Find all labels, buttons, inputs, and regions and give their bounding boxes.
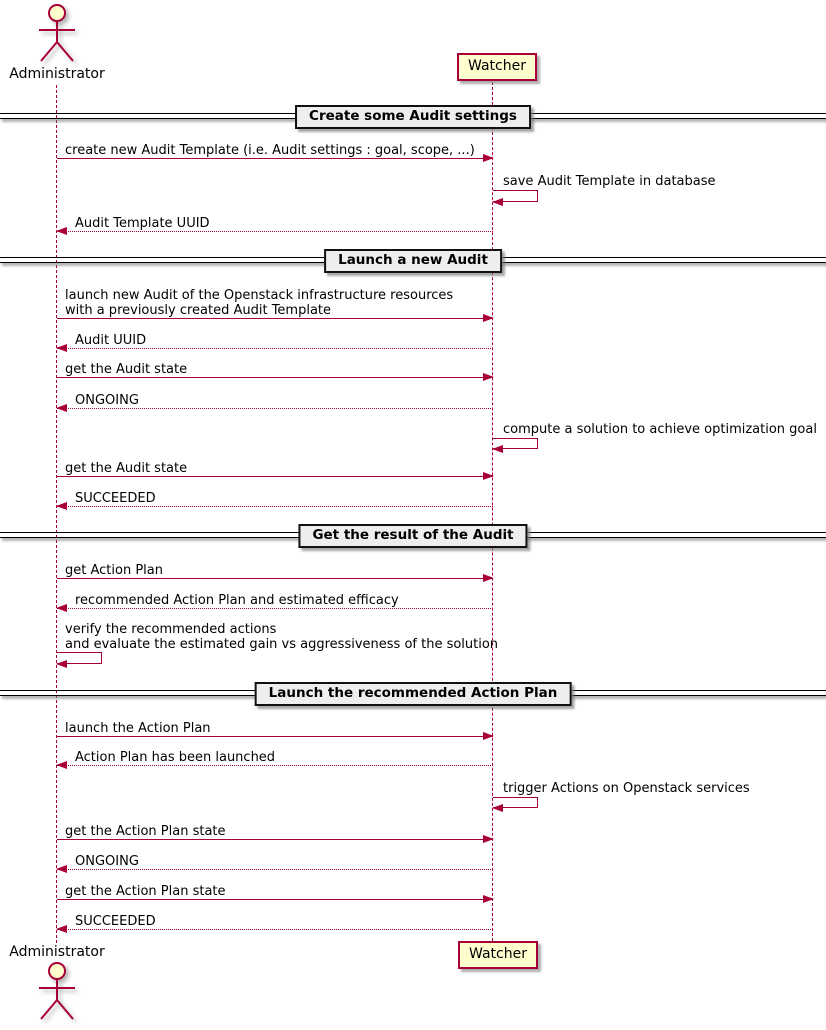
arrowhead-left-icon: [56, 502, 67, 510]
arrowhead-left-icon: [492, 445, 503, 453]
message-arrow-return: [57, 408, 493, 409]
arrowhead-left-icon: [56, 660, 67, 668]
lifeline-watcher: [492, 82, 493, 941]
message-arrow-return: [57, 348, 493, 349]
divider-get-result-of-audit: [0, 524, 826, 546]
message-arrow-solid: [57, 736, 493, 737]
message-label: SUCCEEDED: [75, 914, 156, 929]
arrowhead-left-icon: [492, 804, 503, 812]
message-arrow-solid: [57, 899, 493, 900]
divider-label: Launch the recommended Action Plan: [255, 682, 572, 706]
message-label: launch new Audit of the Openstack infrastructure resources: [65, 288, 454, 303]
divider-label: Create some Audit settings: [295, 105, 531, 129]
arrowhead-right-icon: [483, 373, 494, 381]
message-arrow-return: [57, 506, 493, 507]
message-arrow-return: [57, 929, 493, 930]
message-arrow-solid: [57, 377, 493, 378]
arrowhead-right-icon: [483, 154, 494, 162]
message-label: create new Audit Template (i.e. Audit settings : goal, scope, ...): [65, 143, 475, 158]
message-label: Action Plan has been launched: [75, 750, 276, 765]
lifeline-administrator: [56, 85, 57, 943]
self-message-loop: [493, 438, 538, 449]
self-message-loop: [493, 797, 538, 808]
arrowhead-left-icon: [492, 198, 503, 206]
message-label: recommended Action Plan and estimated efficacy: [75, 593, 399, 608]
message-label: Audit Template UUID: [75, 216, 210, 231]
message-label: and evaluate the estimated gain vs aggressiveness of the solution: [65, 637, 499, 652]
self-message-loop: [57, 652, 102, 664]
message-label: compute a solution to achieve optimization goal: [503, 422, 817, 437]
self-message-loop: [493, 190, 538, 202]
message-label: ONGOING: [75, 393, 139, 408]
participant-watcher-top: Watcher: [457, 53, 537, 81]
message-label: launch the Action Plan: [65, 721, 211, 736]
arrowhead-right-icon: [483, 835, 494, 843]
message-label: SUCCEEDED: [75, 491, 156, 506]
divider-launch-new-audit: [0, 249, 826, 271]
arrowhead-left-icon: [56, 865, 67, 873]
message-label: trigger Actions on Openstack services: [503, 781, 750, 796]
participant-watcher-bottom: Watcher: [458, 941, 538, 969]
message-arrow-return: [57, 869, 493, 870]
arrowhead-left-icon: [56, 761, 67, 769]
administrator-actor-icon: [33, 3, 81, 63]
message-arrow-return: [57, 608, 493, 609]
message-label: save Audit Template in database: [503, 174, 716, 189]
message-arrow-return: [57, 231, 493, 232]
message-label: get the Audit state: [65, 461, 188, 476]
administrator-name-top: Administrator: [9, 66, 105, 82]
message-label: get the Action Plan state: [65, 884, 226, 899]
administrator-name-bottom: Administrator: [9, 944, 105, 960]
arrowhead-right-icon: [483, 732, 494, 740]
message-label: get the Audit state: [65, 362, 188, 377]
divider-launch-recommended-action-plan: [0, 682, 826, 704]
arrowhead-right-icon: [483, 574, 494, 582]
message-arrow-solid: [57, 318, 493, 319]
arrowhead-left-icon: [56, 227, 67, 235]
arrowhead-right-icon: [483, 314, 494, 322]
arrowhead-left-icon: [56, 604, 67, 612]
message-arrow-solid: [57, 578, 493, 579]
message-label: verify the recommended actions: [65, 622, 277, 637]
message-arrow-solid: [57, 158, 493, 159]
arrowhead-left-icon: [56, 925, 67, 933]
arrowhead-left-icon: [56, 404, 67, 412]
arrowhead-left-icon: [56, 344, 67, 352]
divider-label: Launch a new Audit: [324, 249, 502, 273]
message-arrow-solid: [57, 839, 493, 840]
message-label: Audit UUID: [75, 333, 147, 348]
arrowhead-right-icon: [483, 895, 494, 903]
message-label: ONGOING: [75, 854, 139, 869]
message-label: get Action Plan: [65, 563, 163, 578]
message-arrow-solid: [57, 476, 493, 477]
administrator-actor-icon: [33, 960, 81, 1022]
divider-label: Get the result of the Audit: [298, 524, 527, 548]
message-label: get the Action Plan state: [65, 824, 226, 839]
divider-create-audit-settings: [0, 105, 826, 127]
message-label: with a previously created Audit Template: [65, 303, 332, 318]
arrowhead-right-icon: [483, 472, 494, 480]
message-arrow-return: [57, 765, 493, 766]
